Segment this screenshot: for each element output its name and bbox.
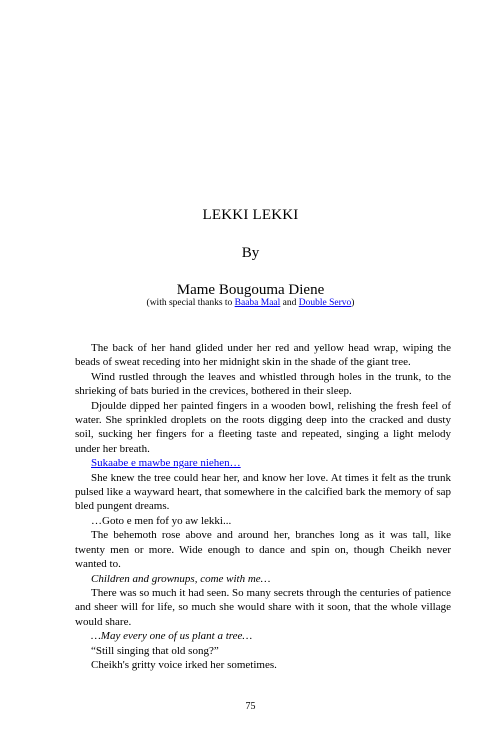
paragraph: Cheikh's gritty voice irked her sometimes. — [91, 658, 277, 671]
song-translation-line: Children and grownups, come with me… — [91, 572, 271, 585]
baaba-maal-link[interactable]: Baaba Maal — [234, 298, 281, 308]
story-title: LEKKI LEKKI — [202, 207, 299, 223]
page-number: 75 — [245, 701, 256, 712]
song-lyric-link-paragraph — [75, 456, 451, 470]
song-lyric-link[interactable]: Sukaabe e mawbe ngare niehen… — [91, 457, 241, 470]
paragraph: Wind rustled through the leaves and whistled through holes in the trunk, to the shrieking of bats buried in the crevices, bothered in their sleep. — [75, 370, 451, 398]
paragraph: There was so much it had seen. So many secrets through the centuries of patience and sheer will for life, so much she would share with it soon, that the whole village would share. — [75, 586, 451, 628]
byline: By — [241, 245, 260, 261]
thanks-suffix: ) — [351, 298, 355, 308]
dialogue-line: “Still singing that old song?” — [91, 644, 219, 657]
thanks-prefix: (with special thanks to — [146, 298, 235, 308]
song-translation-line: …May every one of us plant a tree… — [91, 630, 253, 643]
paragraph: Djoulde dipped her painted fingers in a wooden bowl, relishing the fresh feel of water. She sprinkled droplets on the roots digging deep into the cracked and dusty soil, sucking her fingers for a fleeting taste and repeated, singing a light melody under her breath. — [75, 399, 451, 455]
paragraph: She knew the tree could hear her, and know her love. At times it felt as the trunk pulsed like a wayward heart, that somewhere in the calcified bark the memory of sap bled pungent dreams. — [75, 471, 451, 513]
story-body — [75, 341, 451, 672]
paragraph: The behemoth rose above and around her, branches long as it was tall, like twenty men or more. Wide enough to dance and spin on, though Cheikh never wanted to. — [75, 529, 451, 571]
thanks-and: and — [280, 298, 299, 308]
acknowledgement-line — [0, 298, 501, 308]
song-lyric-line: …Goto e men fof yo aw lekki... — [91, 514, 232, 527]
double-servo-link[interactable]: Double Servo — [298, 298, 352, 308]
paragraph: The back of her hand glided under her red and yellow head wrap, wiping the beads of sweat receding into her midnight skin in the shade of the giant tree. — [75, 342, 451, 369]
author-name: Mame Bougouma Diene — [176, 282, 325, 298]
